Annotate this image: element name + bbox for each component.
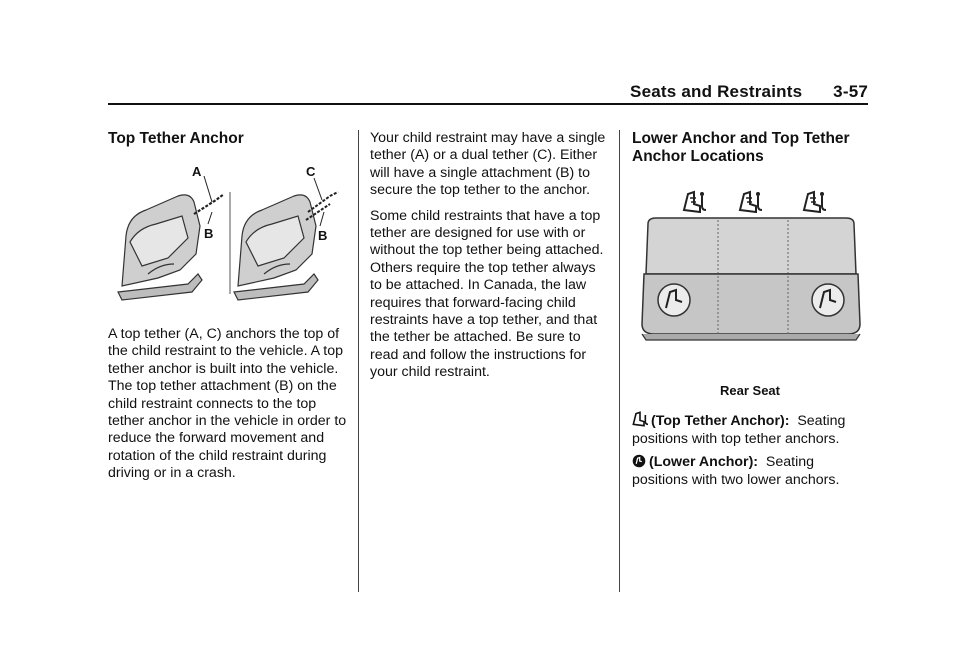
column-divider-2: [619, 130, 620, 592]
seat-back: [646, 218, 856, 274]
left-column: [108, 130, 348, 491]
rear-seat-caption: Rear Seat: [720, 383, 780, 398]
tether-icon-left: [684, 192, 706, 212]
tether-types-paragraph: Your child restraint may have a single tether (A) or a dual tether (C). Either will have a single attachment (B) to secure the top tether to the anchor.: [370, 130, 606, 199]
anchor-locations-heading: Lower Anchor and Top Tether Anchor Locations: [632, 130, 850, 165]
legend-top-tether: [632, 411, 868, 448]
header-rule: [108, 103, 868, 105]
child-seat-tether-illustration: [108, 166, 348, 306]
column-divider-1: [358, 130, 359, 592]
legend-lower-anchor: [632, 454, 868, 489]
right-column: [632, 130, 868, 495]
top-tether-description: A top tether (A, C) anchors the top of the child restraint to the vehicle. A top tether anchor is built into the vehicle. The top tether attachment (B) on the child restraint connects to the top tether anchor in the vehicle in order to reduce the forward movement and rotation of the child restraint during driving or in a crash.: [108, 326, 347, 482]
section-title: Seats and Restraints: [630, 82, 803, 101]
top-tether-heading: Top Tether Anchor: [108, 130, 244, 147]
top-tether-legend-label: (Top Tether Anchor):: [651, 413, 790, 430]
tether-requirements-paragraph: Some child restraints that have a top tether are designed for use with or without the top tether being attached. Others require the top tether always to be attached. In Canada, the law requires that forward-facing child restraints have a top tether, and that the tether be attached. Be sure to read and follow the instructions for your child restraint.: [370, 207, 604, 381]
label-c: C: [306, 166, 316, 179]
lower-anchor-legend-label: (Lower Anchor):: [649, 454, 759, 471]
lower-anchor-marker-left: [658, 284, 690, 316]
tether-icon-center: [740, 192, 762, 212]
lower-anchor-marker-right: [812, 284, 844, 316]
rear-seat-diagram: [634, 184, 866, 374]
lower-anchor-icon: [632, 454, 646, 468]
page-number: 3-57: [833, 82, 868, 101]
label-a: A: [192, 166, 202, 179]
page-header: [108, 82, 868, 104]
single-tether-seat: [118, 195, 202, 300]
tether-icon-right: [804, 192, 826, 212]
middle-column: [370, 130, 606, 390]
lower-anchor-legend-desc: Seating positions with two lower anchors.: [632, 454, 840, 488]
top-tether-anchor-icon: [632, 411, 648, 427]
dual-tether-seat: [234, 195, 318, 300]
top-tether-legend-desc: Seating positions with top tether anchors.: [632, 413, 846, 447]
tether-strap-a: [194, 194, 224, 214]
label-b-right: B: [318, 228, 328, 243]
label-b-left: B: [204, 226, 214, 241]
